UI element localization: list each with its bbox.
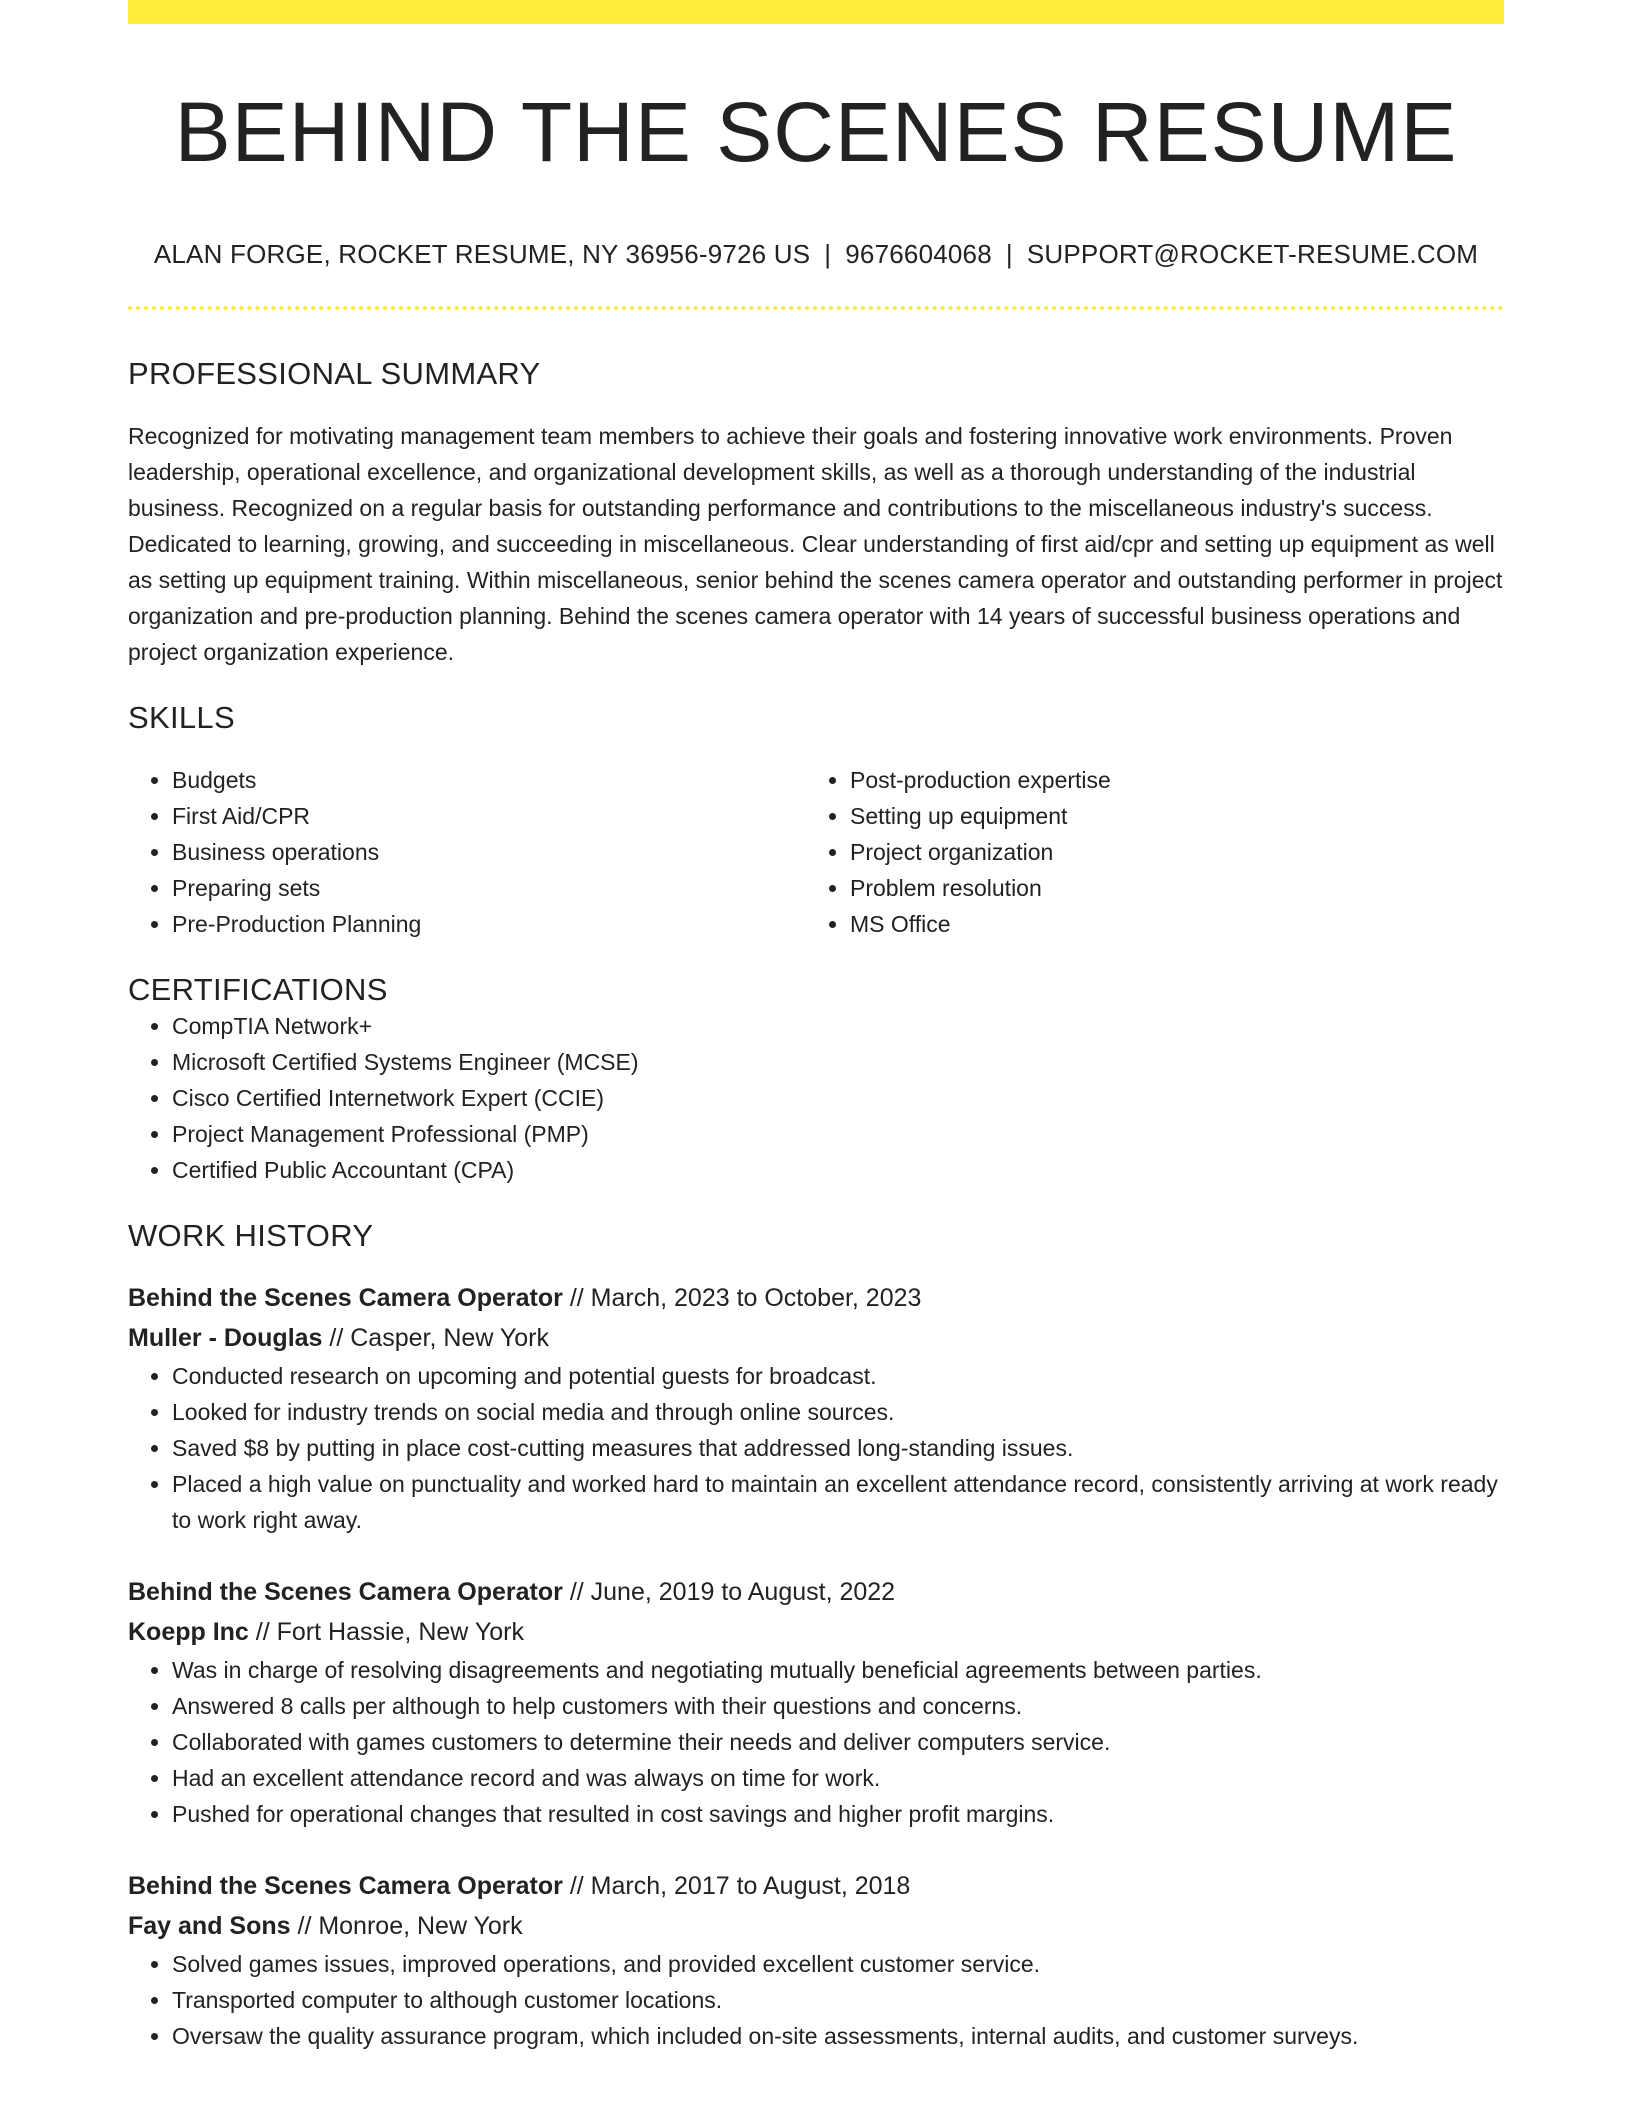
summary-text: Recognized for motivating management team members to achieve their goals and fostering innovative work environments. Proven leadership, operational excellence, and organizational development skills, as well as a thorough understanding of the industrial business. Recognized on a regular basis for outstanding performance and contributions to the miscellaneous industry's success. Dedicated to learning, growing, and succeeding in miscellaneous. Clear understanding of first aid/cpr and setting up equipment as well as setting up equipment training. Within miscellaneous, senior behind the scenes camera operator and outstanding performer in project organization and pre-production planning. Behind the scenes camera operator with 14 years of successful business operations and project organization experience. [128,422,1503,665]
job-bullet-list [128,1946,1504,2054]
job-location: // Casper, New York [322,1323,549,1352]
job-bullet: • Collaborated with games customers to determine their needs and deliver computers service. [172,1724,1504,1760]
skill-item: • Budgets [172,762,806,798]
skills-grid [128,762,1504,942]
job-company-line [128,1318,1504,1358]
skill-item: • Project organization [850,834,1484,870]
resume-title: BEHIND THE SCENES RESUME [174,85,1458,179]
skills-column-right [806,762,1484,942]
skills-column-left [128,762,806,942]
skills-heading: SKILLS [128,699,235,735]
contact-separator: | [824,238,832,269]
job-dates: // June, 2019 to August, 2022 [562,1577,896,1606]
contact-line [128,239,1504,270]
contact-separator: | [1005,238,1013,269]
certification-item: • Cisco Certified Internetwork Expert (CCIE) [172,1080,1504,1116]
skill-item: • Preparing sets [172,870,806,906]
work-history-heading: WORK HISTORY [128,1217,374,1253]
job-location: // Monroe, New York [290,1911,523,1940]
skill-item: • Pre-Production Planning [172,906,806,942]
job-bullet-list [128,1358,1504,1538]
certification-item: • Certified Public Accountant (CPA) [172,1152,1504,1188]
certification-item: • CompTIA Network+ [172,1008,1504,1044]
job-bullet-list [128,1652,1504,1832]
job-bullet: • Transported computer to although customer locations. [172,1982,1504,2018]
contact-address: ALAN FORGE, ROCKET RESUME, NY 36956-9726 US [153,238,811,269]
job-title-line [128,1866,1504,1906]
job-company: Muller - Douglas [128,1323,323,1352]
top-accent-bar [128,0,1504,24]
job-bullet: • Pushed for operational changes that resulted in cost savings and higher profit margins. [172,1796,1504,1832]
job-title-line [128,1572,1504,1612]
job-title-line [128,1278,1504,1318]
job-company: Fay and Sons [128,1911,291,1940]
job-company-line [128,1612,1504,1652]
certification-item: • Project Management Professional (PMP) [172,1116,1504,1152]
skills-list-left [128,762,806,942]
job-bullet: • Placed a high value on punctuality and worked hard to maintain an excellent attendance record, consistently arriving at work ready to work right away. [172,1466,1504,1538]
certifications-list [128,1008,1504,1188]
contact-email: SUPPORT@ROCKET-RESUME.COM [1026,238,1479,269]
job-dates: // March, 2017 to August, 2018 [562,1871,911,1900]
job-entry [128,1572,1504,1832]
job-bullet: • Solved games issues, improved operations, and provided excellent customer service. [172,1946,1504,1982]
skill-item: • Post-production expertise [850,762,1484,798]
skill-item: • Setting up equipment [850,798,1484,834]
job-bullet: • Conducted research on upcoming and potential guests for broadcast. [172,1358,1504,1394]
job-bullet: • Saved $8 by putting in place cost-cutting measures that addressed long-standing issues. [172,1430,1504,1466]
job-bullet: • Had an excellent attendance record and was always on time for work. [172,1760,1504,1796]
skill-item: • Business operations [172,834,806,870]
skills-list-right [806,762,1484,942]
dotted-divider [128,306,1504,310]
job-title: Behind the Scenes Camera Operator [128,1871,563,1900]
certification-item: • Microsoft Certified Systems Engineer (MCSE) [172,1044,1504,1080]
resume-content [128,0,1504,2054]
job-location: // Fort Hassie, New York [248,1617,524,1646]
contact-phone: 9676604068 [845,238,992,269]
job-bullet: • Oversaw the quality assurance program, which included on-site assessments, internal audits, and customer surveys. [172,2018,1504,2054]
certifications-heading: CERTIFICATIONS [128,971,388,1007]
job-dates: // March, 2023 to October, 2023 [562,1283,922,1312]
job-title: Behind the Scenes Camera Operator [128,1283,563,1312]
job-company: Koepp Inc [128,1617,249,1646]
skill-item: • MS Office [850,906,1484,942]
summary-heading: PROFESSIONAL SUMMARY [128,355,541,391]
job-bullet: • Answered 8 calls per although to help customers with their questions and concerns. [172,1688,1504,1724]
job-company-line [128,1906,1504,1946]
job-title: Behind the Scenes Camera Operator [128,1577,563,1606]
job-bullet: • Looked for industry trends on social media and through online sources. [172,1394,1504,1430]
job-entry [128,1866,1504,2054]
job-bullet: • Was in charge of resolving disagreements and negotiating mutually beneficial agreements between parties. [172,1652,1504,1688]
skill-item: • Problem resolution [850,870,1484,906]
job-entry [128,1278,1504,1538]
skill-item: • First Aid/CPR [172,798,806,834]
